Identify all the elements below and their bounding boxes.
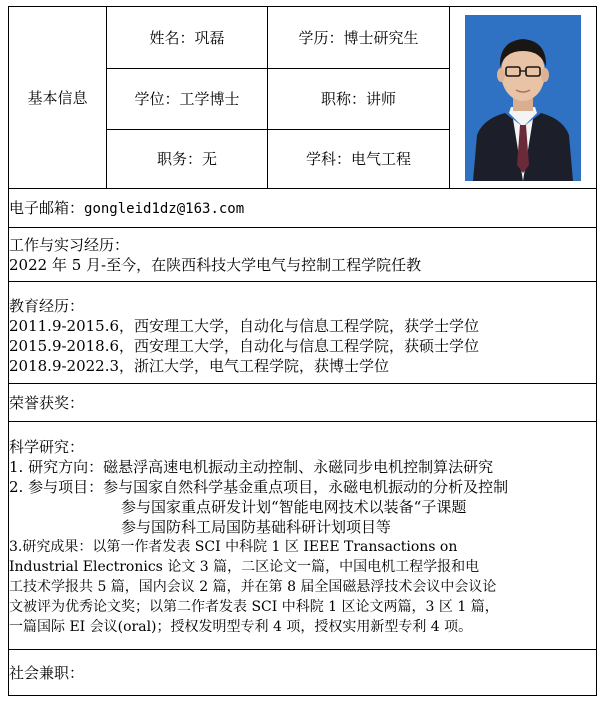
education-history-item: 2015.9-2018.6，西安理工大学，自动化与信息工程学院，获硕士学位: [9, 336, 480, 355]
research-results-line: 文被评为优秀论文奖；以第二作者发表 SCI 中科院 1 区论文两篇，3 区 1 篇，: [9, 599, 499, 615]
honors-cell: [9, 384, 597, 422]
research-direction: 1. 研究方向：磁悬浮高速电机振动主动控制、永磁同步电机控制算法研究: [9, 458, 494, 476]
basic-info-label: 基本信息: [9, 7, 107, 189]
work-row: [9, 228, 597, 282]
social-cell: [9, 650, 597, 696]
email-label: 电子邮箱：: [9, 198, 85, 217]
research-results-line: 一篇国际 EI 会议(oral)；授权发明型专利 4 项，授权实用新型专利 4 项。: [9, 619, 473, 635]
email-cell: [9, 189, 597, 228]
research-results-line: 工技术学报共 5 篇，国内会议 2 篇，并在第 8 届全国磁悬浮技术会议中会议论: [9, 579, 497, 595]
discipline-cell: 学科：电气工程: [268, 130, 450, 189]
name-cell: 姓名：巩磊: [107, 7, 268, 69]
education-history-label: 教育经历：: [9, 296, 85, 315]
research-row: [9, 422, 597, 650]
research-cell: [9, 422, 597, 650]
honors-row: [9, 384, 597, 422]
work-item: 2022 年 5 月-至今，在陕西科技大学电气与控制工程学院任教: [9, 255, 422, 274]
work-label: 工作与实习经历：: [9, 235, 130, 254]
research-label: 科学研究：: [9, 438, 85, 456]
photo-cell: [450, 7, 597, 189]
research-projects-line: 参与国防科工局国防基础科研计划项目等: [121, 518, 392, 536]
email-row: [9, 189, 597, 228]
research-results-line: Industrial Electronics 论文 3 篇，二区论文一篇，中国电机工程学报和电: [9, 559, 480, 575]
social-row: [9, 650, 597, 696]
honors-label: 荣誉获奖：: [9, 393, 85, 412]
degree-cell: 学位：工学博士: [107, 69, 268, 130]
email-value: gongleid1dz@163.com: [84, 200, 245, 217]
portrait-photo: [465, 15, 581, 181]
education-history-item: 2011.9-2015.6，西安理工大学，自动化与信息工程学院，获学士学位: [9, 316, 480, 335]
education-history-row: [9, 282, 597, 384]
work-cell: [9, 228, 597, 282]
education-history-cell: [9, 282, 597, 384]
research-projects-line: 参与国家重点研发计划“智能电网技术以装备“子课题: [121, 498, 467, 516]
research-projects-line: 2. 参与项目：参与国家自然科学基金重点项目，永磁电机振动的分析及控制: [9, 478, 509, 496]
education-history-item: 2018.9-2022.3，浙江大学，电气工程学院，获博士学位: [9, 356, 390, 375]
resume-table: [8, 6, 597, 696]
title-cell: 职称：讲师: [268, 69, 450, 130]
basic-row-1: [9, 7, 597, 69]
social-label: 社会兼职：: [9, 663, 85, 682]
position-cell: 职务：无: [107, 130, 268, 189]
education-cell: 学历：博士研究生: [268, 7, 450, 69]
research-results-line: 3.研究成果：以第一作者发表 SCI 中科院 1 区 IEEE Transactions on: [9, 539, 458, 555]
